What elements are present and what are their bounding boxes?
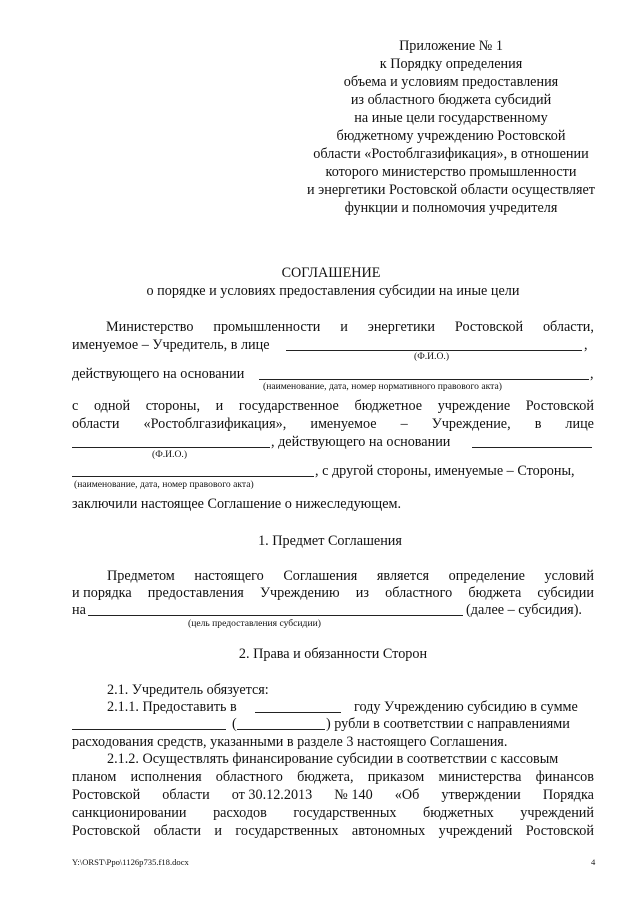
word: настоящего — [194, 568, 264, 584]
other-side-text: , с другой стороны, именуемые – Стороны, — [315, 463, 575, 479]
item-2-1-2-line-3 — [72, 788, 594, 802]
word: Ростовской — [72, 787, 141, 803]
item-2-1-2-line-1: 2.1.2. Осуществлять финансирование субсидии в соответствии с кассовым — [107, 751, 559, 767]
word: Ростовской — [72, 823, 141, 839]
word: и — [340, 319, 348, 335]
agreement-subtitle: о порядке и условиях предоставления субсидии на иные цели — [146, 283, 520, 299]
word: бюджетных — [423, 805, 494, 821]
word: министерства — [438, 769, 522, 785]
purpose-label: (цель предоставления субсидии) — [188, 618, 321, 629]
basis-blank-line-2 — [472, 447, 592, 448]
word: промышленности — [213, 319, 321, 335]
appendix-line: функции и полномочия учредителя — [344, 200, 558, 216]
word: утверждении — [441, 787, 521, 803]
section-1-heading: 1. Предмет Соглашения — [258, 533, 402, 549]
word: Ростовской — [454, 319, 524, 335]
word: энергетики — [367, 319, 436, 335]
item-2-1-2-line-5 — [72, 824, 594, 838]
institution-fio-blank-line — [72, 447, 270, 448]
word: планом — [72, 769, 117, 785]
fio-label-2: (Ф.И.О.) — [152, 449, 188, 460]
word: области, — [542, 319, 594, 335]
founder-obliged: 2.1. Учредитель обязуется: — [107, 682, 269, 698]
word: приказом — [367, 769, 425, 785]
preamble-line-4 — [72, 399, 594, 413]
word: бюджетное — [354, 398, 423, 414]
appendix-line: Приложение № 1 — [399, 38, 503, 54]
page-number: 4 — [591, 857, 596, 867]
section-1-line-2 — [72, 586, 594, 600]
word: областного — [215, 769, 283, 785]
preamble-line-1 — [106, 320, 594, 334]
word: с — [72, 398, 79, 414]
word: расходов — [213, 805, 267, 821]
word: субсидии — [537, 585, 594, 601]
word: санкционировании — [72, 805, 187, 821]
word: является — [376, 568, 430, 584]
word: Учреждению — [259, 585, 340, 601]
appendix-line: на иные цели государственному — [354, 110, 548, 126]
word: Соглашения — [283, 568, 358, 584]
appendix-line: бюджетному учреждению Ростовской — [336, 128, 566, 144]
word: лице — [565, 416, 594, 432]
footer-file-path: Y:\ORST\Ppo\1126p735.f18.docx — [72, 857, 189, 867]
appendix-line: области «Ростоблгазификация», в отношении — [313, 146, 589, 162]
item-2-1-2-line-4 — [72, 806, 594, 820]
preamble-founder-person: именуемое – Учредитель, в лице — [72, 337, 270, 353]
year-blank-line — [255, 712, 341, 713]
word: государственных — [235, 823, 339, 839]
amount-words-blank-line — [237, 729, 325, 730]
purpose-blank-line — [88, 615, 463, 616]
item-2-1-1-start: 2.1.1. Предоставить в — [107, 699, 237, 715]
word: учреждений — [438, 823, 513, 839]
word: учреждение — [437, 398, 511, 414]
word: стороны, — [145, 398, 201, 414]
word: области — [162, 787, 210, 803]
word: Учреждение, — [431, 416, 511, 432]
item-2-1-2-line-2 — [72, 770, 594, 784]
basis-blank-line — [259, 379, 589, 380]
acting-basis-label: действующего на основании — [72, 366, 245, 382]
section-1-line-1 — [107, 569, 594, 583]
word: финансов — [535, 769, 594, 785]
agreement-title: СОГЛАШЕНИЕ — [281, 265, 381, 281]
word: определение — [448, 568, 525, 584]
word: и порядка — [72, 585, 132, 601]
word: именуемое — [310, 416, 377, 432]
appendix-line: из областного бюджета субсидий — [350, 92, 552, 108]
appendix-line: которого министерство промышленности — [325, 164, 577, 180]
word: Министерство — [106, 319, 194, 335]
word: бюджета, — [297, 769, 354, 785]
word: из — [355, 585, 369, 601]
paren-open: ( — [232, 716, 237, 732]
word: государственное — [238, 398, 339, 414]
word: от 30.12.2013 — [231, 787, 313, 803]
word: государственных — [293, 805, 397, 821]
word: Ростовской — [525, 398, 594, 414]
amount-blank-line — [72, 729, 226, 730]
word: – — [400, 416, 408, 432]
word: в — [534, 416, 542, 432]
acting-basis-label-2: , действующего на основании — [271, 434, 451, 450]
appendix-line: объема и условиям предоставления — [343, 74, 559, 90]
section-2-heading: 2. Права и обязанности Сторон — [238, 646, 428, 662]
word: условий — [544, 568, 594, 584]
word: одной — [93, 398, 131, 414]
act-blank-line — [72, 476, 314, 477]
act-label-2: (наименование, дата, номер правового акта) — [74, 479, 254, 490]
word: и — [214, 823, 223, 839]
word: автономных — [351, 823, 426, 839]
fio-label: (Ф.И.О.) — [414, 351, 450, 362]
item-2-1-1-rest: ) рубли в соответствии с направлениями — [326, 716, 570, 732]
word: бюджета — [468, 585, 522, 601]
word: Ростовской — [525, 823, 594, 839]
word: исполнения — [130, 769, 202, 785]
word: области — [153, 823, 202, 839]
preamble-line-5 — [72, 417, 594, 431]
word: областного — [385, 585, 453, 601]
section-1-hereinafter: (далее – субсидия). — [466, 602, 582, 618]
word: предоставления — [147, 585, 244, 601]
word: «Об — [394, 787, 420, 803]
act-label: (наименование, дата, номер нормативного правового акта) — [263, 381, 502, 392]
word: «Ростоблгазификация», — [143, 416, 287, 432]
word: Предметом — [107, 568, 175, 584]
word: № 140 — [334, 787, 373, 803]
word: области — [72, 416, 120, 432]
word: Порядка — [542, 787, 594, 803]
comma: , — [590, 366, 594, 382]
word: и — [215, 398, 224, 414]
appendix-line: и энергетики Ростовской области осуществляет — [307, 182, 595, 198]
appendix-line: к Порядку определения — [379, 56, 523, 72]
item-2-1-1-end: расходования средств, указанными в разделе 3 настоящего Соглашения. — [72, 734, 508, 750]
concluded-text: заключили настоящее Соглашение о нижеследующем. — [72, 496, 402, 512]
section-1-on: на — [72, 602, 86, 618]
comma: , — [584, 337, 588, 353]
item-2-1-1-mid: году Учреждению субсидию в сумме — [354, 699, 578, 715]
word: учреждений — [520, 805, 594, 821]
